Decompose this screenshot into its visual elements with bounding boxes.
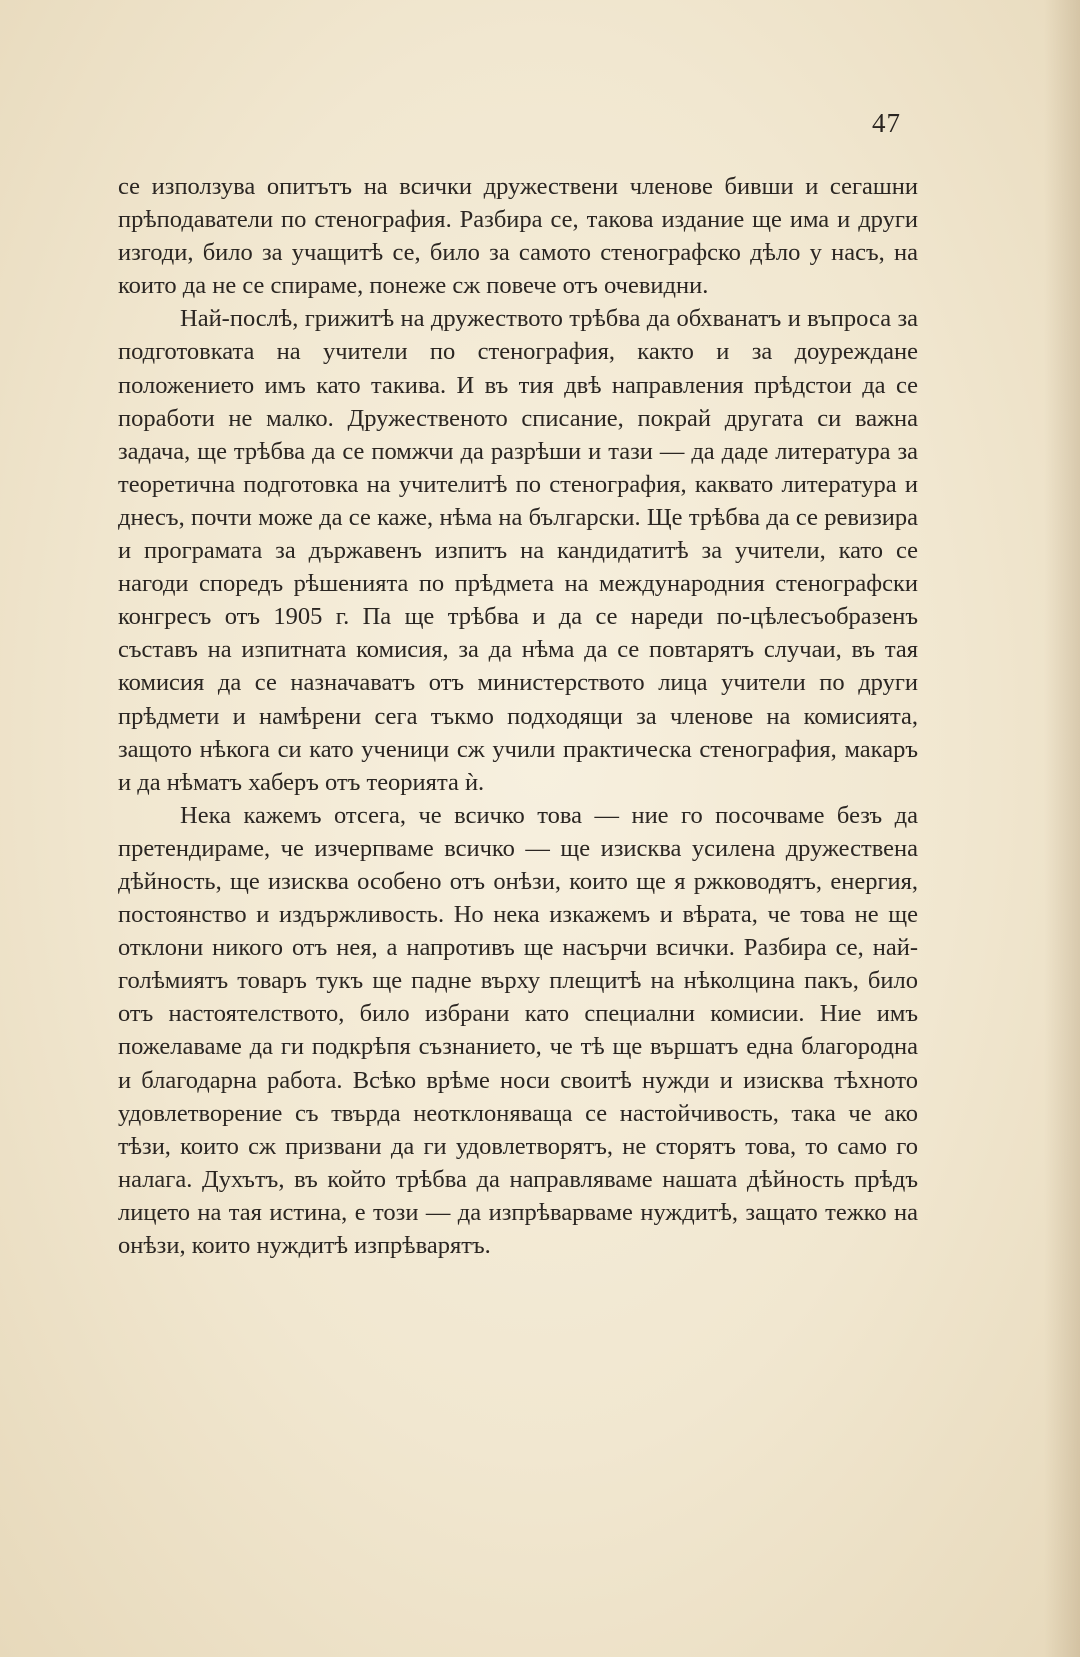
body-text [118,170,918,1262]
paragraph-closing: Нека кажемъ отсега, че всичко това — ние го посочваме безъ да претендираме, че изчерпваме всичко — ще изисква усилена дружествена дѣйность, ще изисква особено отъ онѣзи, които ще я ржководятъ, енергия, постоянство и издържливость. Но нека изкажемъ и вѣрата, че това не ще отклони никого отъ нея, а напротивъ ще насърчи всички. Разбира се, най-голѣмиятъ товаръ тукъ ще падне върху плещитѣ на нѣколцина пакъ, било отъ настоятелството, било избрани като специални комисии. Ние имъ пожелаваме да ги подкрѣпя съзнанието, че тѣ ще вършатъ една благородна и благодарна работа. Всѣко врѣме носи своитѣ нужди и изисква тѣхното удовлетворение съ твърда неотклоняваща се настойчивость, така че ако тѣзи, които сж призвани да ги удовлетворятъ, не сторятъ това, то само го налага. Духътъ, въ който трѣбва да направляваме нашата дѣйность прѣдъ лицето на тая истина, е този — да изпрѣварваме нуждитѣ, защато тежко на онѣзи, които нуждитѣ изпрѣварятъ. [118,801,918,1259]
page-edge-shadow [1044,0,1080,1657]
paragraph-continuation: се използува опитътъ на всички дружествени членове бивши и сегашни прѣподаватели по стенография. Разбира се, такова издание ще има и други изгоди, било за учащитѣ се, било за самото стенографско дѣло у насъ, на които да не се спираме, понеже сж повече отъ очевидни. [118,173,918,300]
page-number: 47 [872,108,901,138]
paragraph-teacher-training: Най-послѣ, грижитѣ на дружеството трѣбва да обхванатъ и въпроса за подготовката на учители по стенография, както и за доуреждане положението имъ като такива. И въ тия двѣ направления прѣдстои да се поработи не малко. Дружественото списание, покрай другата си важна задача, ще трѣбва да се помжчи да разрѣши и тази — да даде литература за теоретична подготовка на учителитѣ по стенография, каквато литература и днесъ, почти може да се каже, нѣма на български. Ще трѣбва да се ревизира и програмата за държавенъ изпитъ на кандидатитѣ за учители, като се нагоди споредъ рѣшенията по прѣдмета на международния стенографски конгресъ отъ 1905 г. Па ще трѣбва и да се нареди по-цѣлесъобразенъ съставъ на изпитната комисия, за да нѣма да се повтарятъ случаи, въ тая комисия да се назначаватъ отъ министерството лица учители по други прѣдмети и намѣрени сега тъкмо подходящи за членове на комисията, защото нѣкога си като ученици сж учили практическа стенография, макаръ и да нѣматъ хаберъ отъ теорията ѝ. [118,305,918,796]
